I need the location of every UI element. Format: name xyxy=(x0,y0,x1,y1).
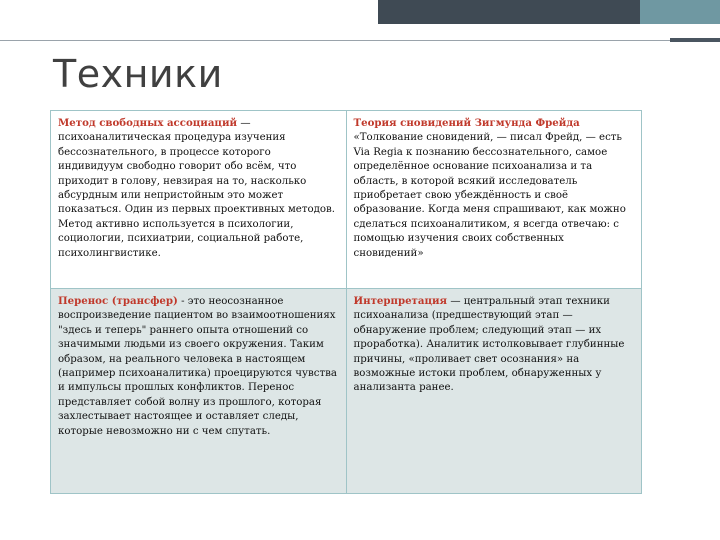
table-row xyxy=(51,289,642,494)
title-rule-accent xyxy=(670,38,720,42)
title-rule xyxy=(0,40,720,41)
cell-interpretation xyxy=(346,289,642,494)
cell-body: - это неосознанное воспроизведение пациентом во взаимоотношениях "здесь и теперь" раннего опыта отношений со значимыми людьми из своего окружения. Таким образом, на реального человека в настоящем (например психоаналитика) проецируются чувства и импульсы прошлых конфликтов. Перенос представляет собой волну из прошлого, которая захлестывает настоящее и оставляет следы, которые невозможно ни с чем спутать. xyxy=(58,296,337,437)
cell-heading: Перенос (трансфер) xyxy=(58,295,178,307)
cell-body: «Толкование сновидений, — писал Фрейд, — есть Via Regia к познанию бессознательного, самое определённое основание психоанализа и та область, в которой всякий исследователь приобретает свою убеждённость и своё образование. Когда меня спрашивают, как можно сделаться психоаналитиком, я всегда отвечаю: с помощью изучения своих собственных сновидений» xyxy=(353,132,626,259)
cell-heading: Метод свободных ассоциаций xyxy=(58,117,238,129)
cell-heading: Интерпретация xyxy=(353,295,448,307)
cell-transference xyxy=(51,289,347,494)
header-band xyxy=(0,0,720,25)
header-teal-block xyxy=(640,0,720,24)
cell-heading: Теория сновидений Зигмунда Фрейда xyxy=(353,117,580,129)
cell-body: — психоаналитическая процедура изучения бессознательного, в процессе которого индивидуум свободно говорит обо всём, что приходит в голову, невзирая на то, насколько абсурдным или непристойным это может показаться. Один из первых проективных методов. Метод активно используется в психологии, социологии, психиатрии, социальной работе, психолингвистике. xyxy=(58,118,335,259)
cell-dream-theory xyxy=(346,111,642,289)
cell-body: — центральный этап техники психоанализа (предшествующий этап — обнаружение проблем; следующий этап — их проработка). Аналитик истолковывает глубинные причины, «проливает свет осознания» на возможные истоки проблем, обнаруженных у анализанта ранее. xyxy=(353,296,625,394)
cell-free-association xyxy=(51,111,347,289)
techniques-table xyxy=(50,110,642,494)
table-row xyxy=(51,111,642,289)
page-title: Техники xyxy=(53,52,223,96)
